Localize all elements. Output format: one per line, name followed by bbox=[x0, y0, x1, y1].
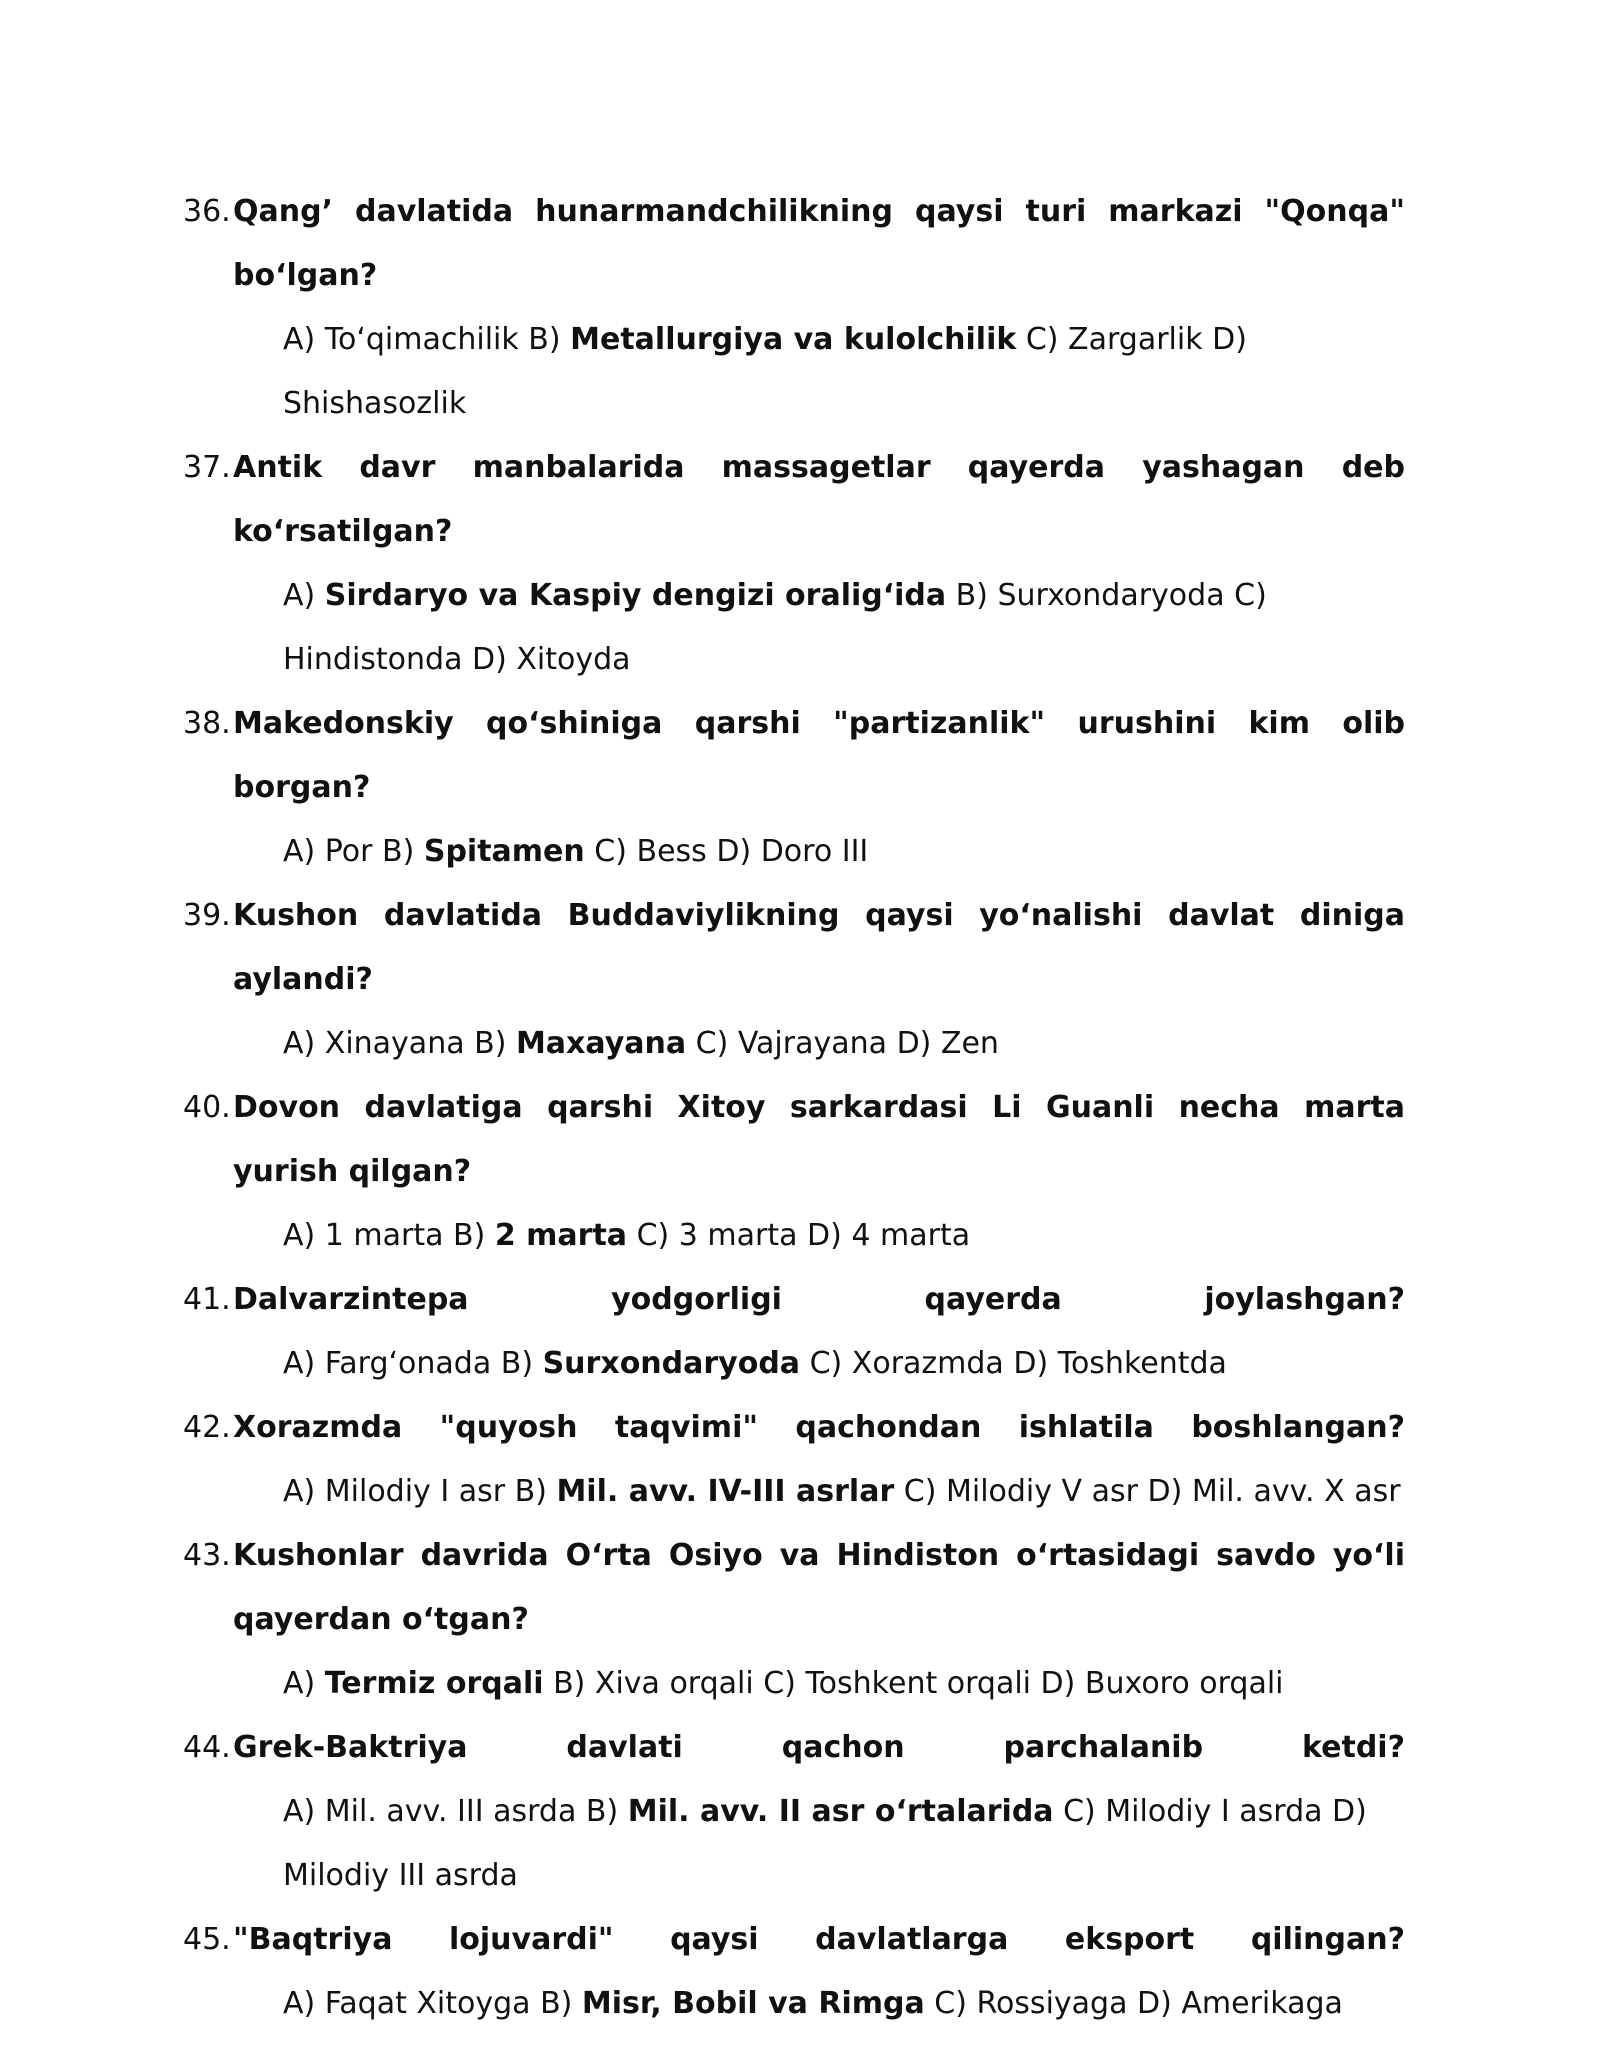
correct-answer: Metallurgiya va kulolchilik bbox=[570, 322, 1017, 357]
answer-option: Vajrayana bbox=[737, 1026, 888, 1061]
answer-options bbox=[233, 1972, 1405, 2036]
answer-letter: B) bbox=[443, 1218, 495, 1253]
answer-option: Xinayana bbox=[324, 1026, 465, 1061]
answer-letter: A) bbox=[283, 322, 325, 357]
question-block bbox=[183, 692, 1405, 884]
answer-letter: D) bbox=[462, 642, 517, 677]
answer-option: Milodiy V asr bbox=[945, 1474, 1138, 1509]
question-text: Grek-Baktriya davlati qachon parchalanib ketdi? bbox=[233, 1730, 1405, 1765]
answer-letter: D) bbox=[1127, 1986, 1182, 2021]
answer-letter: A) bbox=[283, 1218, 325, 1253]
answer-letter: A) bbox=[283, 1026, 325, 1061]
answer-option: Milodiy I asr bbox=[324, 1474, 506, 1509]
answer-letter: B) bbox=[530, 1986, 582, 2021]
answer-option: Zen bbox=[940, 1026, 999, 1061]
answer-options bbox=[233, 1332, 1405, 1396]
answer-letter: B) bbox=[946, 578, 998, 613]
answer-options bbox=[233, 1780, 1405, 1908]
question-number: 38. bbox=[183, 706, 231, 741]
question-block bbox=[183, 884, 1405, 1076]
question-number: 36. bbox=[183, 194, 231, 229]
answer-letter: D) bbox=[1137, 1474, 1192, 1509]
question-row bbox=[183, 1716, 1405, 1780]
answer-options bbox=[233, 308, 1405, 436]
answer-letter: C) bbox=[1224, 578, 1277, 613]
question-text: Dovon davlatiga qarshi Xitoy sarkardasi Li Guanli necha marta yurish qilgan? bbox=[233, 1090, 1405, 1189]
answer-letter: C) bbox=[924, 1986, 977, 2021]
answer-option: Doro III bbox=[760, 834, 869, 869]
correct-answer: Surxondaryoda bbox=[542, 1346, 801, 1381]
question-number: 44. bbox=[183, 1730, 231, 1765]
answer-letter: A) bbox=[283, 578, 325, 613]
answer-option: Buxoro orqali bbox=[1084, 1666, 1284, 1701]
answer-option: Shishasozlik bbox=[283, 386, 467, 421]
answer-letter: C) bbox=[800, 1346, 852, 1381]
question-number: 42. bbox=[183, 1410, 231, 1445]
question-block bbox=[183, 1716, 1405, 1908]
answer-option: Zargarlik bbox=[1068, 322, 1203, 357]
question-row bbox=[183, 1908, 1405, 1972]
answer-option: Toshkentda bbox=[1057, 1346, 1227, 1381]
question-number: 40. bbox=[183, 1090, 231, 1125]
answer-option: Bess bbox=[636, 834, 707, 869]
answer-letter: B) bbox=[505, 1474, 557, 1509]
question-row bbox=[183, 884, 1405, 1012]
answer-letter: A) bbox=[283, 1986, 325, 2021]
answer-option: 1 marta bbox=[324, 1218, 444, 1253]
answer-option: Por bbox=[324, 834, 373, 869]
answer-letter: D) bbox=[1003, 1346, 1058, 1381]
question-text: Dalvarzintepa yodgorligi qayerda joylashgan? bbox=[233, 1282, 1405, 1317]
question-list bbox=[183, 180, 1405, 2036]
answer-letter: C) bbox=[1053, 1794, 1106, 1829]
answer-option: To‘qimachilik bbox=[324, 322, 519, 357]
answer-letter: B) bbox=[491, 1346, 543, 1381]
question-block bbox=[183, 1396, 1405, 1524]
answer-option: Mil. avv. X asr bbox=[1191, 1474, 1401, 1509]
answer-letter: D) bbox=[1202, 322, 1257, 357]
answer-options bbox=[233, 1652, 1405, 1716]
answer-letter: D) bbox=[1031, 1666, 1085, 1701]
answer-letter: C) bbox=[1016, 322, 1069, 357]
correct-answer: Spitamen bbox=[423, 834, 585, 869]
answer-option: Hindistonda bbox=[283, 642, 463, 677]
answer-option: Milodiy III asrda bbox=[283, 1858, 518, 1893]
question-text: Makedonskiy qo‘shiniga qarshi "partizanlik" urushini kim olib borgan? bbox=[233, 706, 1405, 805]
question-number: 45. bbox=[183, 1922, 231, 1957]
question-text: Xorazmda "quyosh taqvimi" qachondan ishlatila boshlangan? bbox=[233, 1410, 1405, 1445]
question-number: 41. bbox=[183, 1282, 231, 1317]
correct-answer: Termiz orqali bbox=[324, 1666, 544, 1701]
answer-letter: C) bbox=[584, 834, 637, 869]
answer-options bbox=[233, 564, 1405, 692]
question-block bbox=[183, 1268, 1405, 1396]
answer-letter: B) bbox=[518, 322, 571, 357]
question-block bbox=[183, 436, 1405, 692]
question-row bbox=[183, 1524, 1405, 1652]
answer-letter: B) bbox=[543, 1666, 595, 1701]
answer-letter: B) bbox=[576, 1794, 628, 1829]
answer-option: 3 marta bbox=[678, 1218, 798, 1253]
correct-answer: Maxayana bbox=[515, 1026, 687, 1061]
answer-option: Rossiyaga bbox=[976, 1986, 1128, 2021]
question-text: Qang’ davlatida hunarmandchilikning qaysi turi markazi "Qonqa" bo‘lgan? bbox=[233, 194, 1405, 293]
answer-options bbox=[233, 1204, 1405, 1268]
answer-options bbox=[233, 1012, 1405, 1076]
question-number: 39. bbox=[183, 898, 231, 933]
answer-letter: C) bbox=[686, 1026, 738, 1061]
answer-option: Mil. avv. III asrda bbox=[324, 1794, 577, 1829]
answer-options bbox=[233, 1460, 1405, 1524]
answer-option: Toshkent orqali bbox=[805, 1666, 1032, 1701]
answer-options bbox=[233, 820, 1405, 884]
correct-answer: Misr, Bobil va Rimga bbox=[581, 1986, 925, 2021]
question-row bbox=[183, 692, 1405, 820]
question-row bbox=[183, 180, 1405, 308]
answer-letter: A) bbox=[283, 1794, 325, 1829]
question-text: Kushonlar davrida O‘rta Osiyo va Hindiston o‘rtasidagi savdo yo‘li qayerdan o‘tgan? bbox=[233, 1538, 1405, 1637]
answer-letter: D) bbox=[1322, 1794, 1377, 1829]
correct-answer: 2 marta bbox=[494, 1218, 628, 1253]
answer-option: Xitoyda bbox=[516, 642, 631, 677]
answer-letter: C) bbox=[627, 1218, 679, 1253]
correct-answer: Sirdaryo va Kaspiy dengizi oralig‘ida bbox=[324, 578, 947, 613]
answer-letter: B) bbox=[372, 834, 424, 869]
answer-option: Farg‘onada bbox=[324, 1346, 492, 1381]
answer-option: Faqat Xitoyga bbox=[324, 1986, 531, 2021]
answer-option: 4 marta bbox=[851, 1218, 971, 1253]
answer-letter: C) bbox=[753, 1666, 806, 1701]
answer-letter: A) bbox=[283, 1346, 325, 1381]
answer-option: Xorazmda bbox=[851, 1346, 1004, 1381]
question-text: Antik davr manbalarida massagetlar qayerda yashagan deb ko‘rsatilgan? bbox=[233, 450, 1405, 549]
answer-option: Milodiy I asrda bbox=[1105, 1794, 1323, 1829]
question-text: "Baqtriya lojuvardi" qaysi davlatlarga eksport qilingan? bbox=[233, 1922, 1405, 1957]
answer-letter: B) bbox=[464, 1026, 516, 1061]
question-number: 43. bbox=[183, 1538, 231, 1573]
question-block bbox=[183, 1076, 1405, 1268]
question-row bbox=[183, 1268, 1405, 1332]
question-text: Kushon davlatida Buddaviylikning qaysi yo‘nalishi davlat diniga aylandi? bbox=[233, 898, 1405, 997]
question-row bbox=[183, 1396, 1405, 1460]
correct-answer: Mil. avv. II asr o‘rtalarida bbox=[627, 1794, 1054, 1829]
question-number: 37. bbox=[183, 450, 231, 485]
answer-letter: A) bbox=[283, 1474, 325, 1509]
answer-letter: D) bbox=[797, 1218, 852, 1253]
answer-option: Amerikaga bbox=[1181, 1986, 1343, 2021]
question-block bbox=[183, 1908, 1405, 2036]
question-block bbox=[183, 180, 1405, 436]
correct-answer: Mil. avv. IV-III asrlar bbox=[556, 1474, 895, 1509]
answer-option: Surxondaryoda bbox=[997, 578, 1225, 613]
question-row bbox=[183, 1076, 1405, 1204]
answer-letter: D) bbox=[887, 1026, 941, 1061]
answer-option: Xiva orqali bbox=[594, 1666, 754, 1701]
answer-letter: D) bbox=[706, 834, 761, 869]
answer-letter: A) bbox=[283, 1666, 325, 1701]
answer-letter: A) bbox=[283, 834, 325, 869]
question-block bbox=[183, 1524, 1405, 1716]
question-row bbox=[183, 436, 1405, 564]
answer-letter: C) bbox=[894, 1474, 946, 1509]
